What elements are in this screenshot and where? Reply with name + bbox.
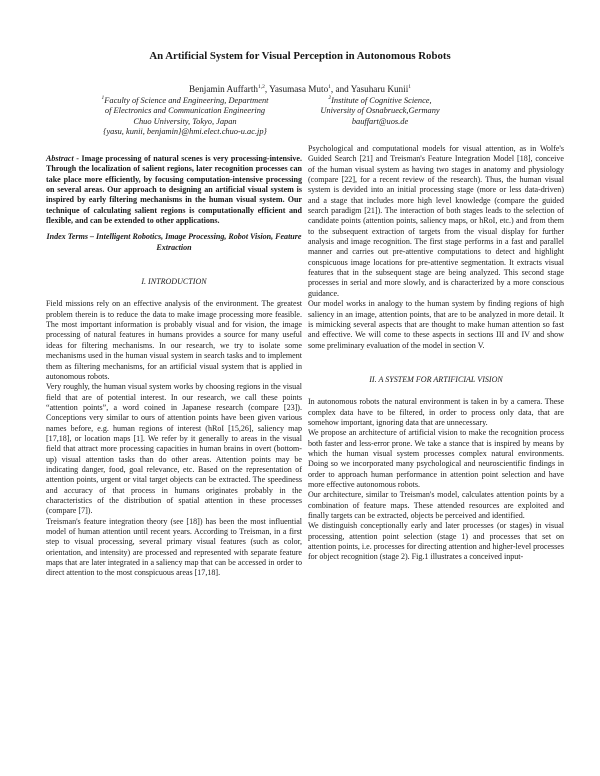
paper-title: An Artificial System for Visual Perception in Autonomous Robots — [149, 50, 451, 62]
author-name: , and Yasuharu Kunii — [330, 84, 409, 94]
right-column — [308, 144, 564, 563]
left-column — [46, 154, 302, 579]
body-paragraph: Very roughly, the human visual system works by choosing regions in the visual field that are of potential interest. In our research, we call these points “attention points”, a word coined in Japanese research (compare [23]). Conceptions very similar to ours of attention points have been given various names before, e.g. human regions of interest (hRoI [15,26], saliency map [17,18], or location maps [1]. We refer by it generally to areas in the visual field that attract more processing capacities in human brains in overt (bottom-up) visual attention tasks than do other areas. Attention points may be indicating danger, food, goal relevance, etc. Based on the representation of attention points, urgent or vital target objects can be extracted. The speediness and accuracy of that process in humans originates probably in the characteristics of the distribution of spatial attention in these processes (compare [7]). — [46, 382, 302, 516]
section-heading: II. A SYSTEM FOR ARTIFICIAL VISION — [369, 374, 503, 384]
affiliation-line: Institute of Cognitive Science, — [331, 96, 432, 105]
index-terms-lead: Index Terms — [46, 232, 88, 242]
abstract-lead: Abstract — [46, 154, 74, 163]
author-affiliation-mark: 1 — [408, 83, 411, 90]
index-terms — [46, 232, 302, 253]
affiliation-2 — [300, 96, 460, 127]
affiliation-line: University of Osnabrueck,Germany — [320, 106, 440, 116]
body-paragraph: Psychological and computational models for visual attention, as in Wolfe's Guided Search [21] and Treisman's Feature Integration Model [18], conceive of the human visual system as having two stages in anatomy and physiology (compare [22], for a recent review of the research). Thus, the human visual system is devided into an initial processing stage (more or less data-driven) and a stage that includes more high level knowledge (compare the guided search paradigm [21]). The interaction of both stages leads to the selection of candidate points (attention points, saliency maps, or hRoI, etc.) and from them to the subsequent extraction of targets from the visual display for further analysis and image recognition. The first stage performs in a fast and parallel manner and carries out pre-attentive computations to detect and highlight conspicuous image locations for pre-attentive segmentation. It extracts visual features that in the subsequent stage are being analyzed. This second stage processes in serial and more slowly, and is characterized by a more conscious guidance. — [308, 144, 564, 298]
author-affiliation-mark: 1 — [328, 83, 331, 90]
affiliation-line: Chuo University, Tokyo, Japan — [133, 116, 237, 126]
author-name: , Yasumasa Muto — [264, 84, 329, 94]
section-heading: I. INTRODUCTION — [141, 277, 207, 287]
body-paragraph: Our architecture, similar to Treisman's model, calculates attention points by a combination of feature maps. These attended resources are exploited and finally targets can be extracted, objects be perceived and identified. — [308, 490, 564, 520]
abstract-body: - Image processing of natural scenes is very processing-intensive. Through the localization of salient regions, later recognition processes can take place more efficiently, by focusing computation-intensive processing on several areas. Our approach to designing an artificial visual system is inspired by early filtering mechanisms in the human visual system. Our technique of calculating salient regions is computationally efficient and flexible, and can be extended to other applications. — [46, 154, 302, 226]
author-name: Benjamin Auffarth — [189, 84, 258, 94]
author-line — [0, 84, 600, 94]
affiliation-email: bauffart@uos.de — [351, 116, 409, 126]
affiliation-line: of Electronics and Communication Engineering — [104, 106, 266, 116]
body-paragraph: Field missions rely on an effective analysis of the environment. The greatest problem therein is to reduce the data to make image processing more feasible. The most important information is probably visual and for vision, the image processing of natural features in humans provides a source for many useful ideas for filtering mechanisms. In our research, we try to isolate some mechanisms used in the human visual system in search tasks and to implement them as filtering mechanisms, for an artificial visual system that is applied in autonomous robots. — [46, 299, 302, 381]
index-terms-body: – Intelligent Robotics, Image Processing, Robot Vision, Feature Extraction — [88, 232, 302, 252]
abstract — [46, 154, 302, 226]
body-paragraph: Our model works in analogy to the human system by finding regions of high saliency in an image, attention points, that are to be analyzed in more detail. It is mimicking several aspects that are thought to make human attention so fast and effective. We will come to these aspects in sections III and IV and show some preliminary evaluation of the model in section V. — [308, 299, 564, 350]
body-paragraph: We propose an architecture of artificial vision to make the recognition process both faster and less-error prone. We take a stance that is inspired by means by which the human visual system processes complex natural environments. Doing so we incorporated many psychological and neuroscientific findings in order to approach human performance in attention point selection and have more effective autonomous robots. — [308, 428, 564, 489]
affiliation-mark: 2 — [328, 95, 332, 102]
body-paragraph: We distinguish conceptionally early and later processes (or stages) in visual processing, attention point selection (stage 1) and processes that set on attention points, i.e. processes for directing attention and higher-level processes for object recognition (stage 2). Fig.1 illustrates a conceived input- — [308, 521, 564, 562]
body-paragraph: Treisman's feature integration theory (see [18]) has been the most influential model of human attention until recent years. According to Treisman, in a first step to visual processing, several primary visual features (such as color, orientation, and intensity) are processed and represented with separate feature maps that are later integrated in a saliency map that can be accessed in order to direct attention to the most conspicuous areas [17,18]. — [46, 516, 302, 578]
affiliation-line: Faculty of Science and Engineering, Department — [104, 96, 269, 105]
author-affiliation-mark: 1,2 — [257, 83, 265, 90]
affiliation-email: {yasu, kunii, benjamin}@hmi.elect.chuo-u.ac.jp} — [103, 127, 267, 137]
affiliation-1 — [70, 96, 300, 138]
body-paragraph: In autonomous robots the natural environment is taken in by a camera. These complex data have to be filtered, in order to process only data, that are somehow important, ignoring data that are unnecessary. — [308, 397, 564, 427]
affiliation-mark: 1 — [101, 95, 105, 102]
